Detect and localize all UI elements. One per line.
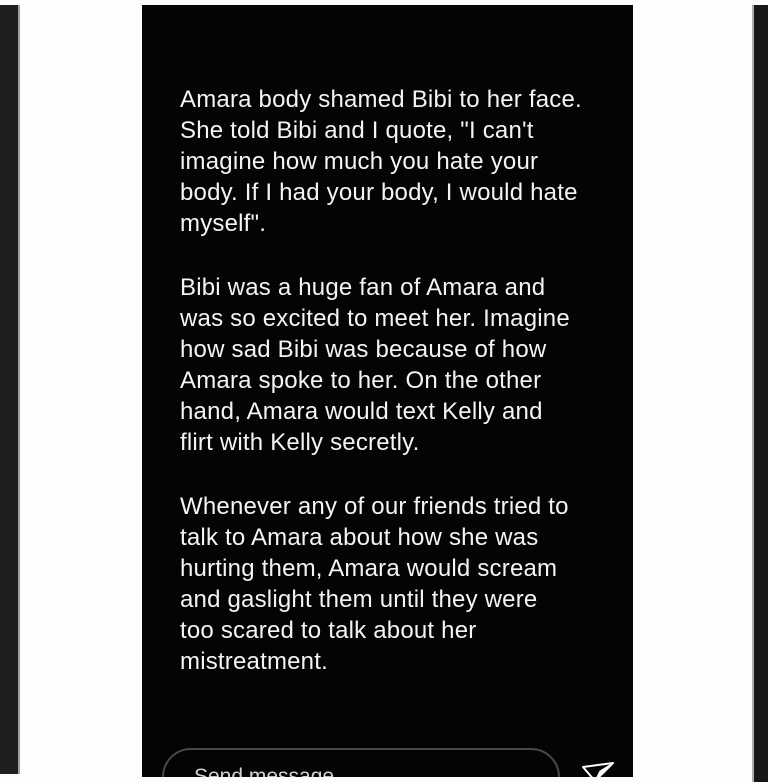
story-text-block bbox=[180, 84, 605, 677]
story-text-line: talk to Amara about how she was bbox=[180, 524, 539, 551]
story-text-line: Whenever any of our friends tried to bbox=[180, 493, 569, 520]
right-edge-bar bbox=[752, 5, 768, 782]
story-text-line: Bibi was a huge fan of Amara and bbox=[180, 274, 546, 301]
story-text-line: myself". bbox=[180, 210, 267, 237]
paper-plane-icon bbox=[581, 761, 615, 777]
story-paragraph bbox=[180, 272, 605, 458]
story-text-line: too scared to talk about her bbox=[180, 617, 477, 644]
left-edge-bar bbox=[0, 5, 20, 774]
story-text-line: hand, Amara would text Kelly and bbox=[180, 398, 543, 425]
reply-message-input[interactable] bbox=[162, 748, 560, 777]
story-text-line: and gaslight them until they were bbox=[180, 586, 538, 613]
story-text-line: imagine how much you hate your bbox=[180, 148, 539, 175]
story-text-line: mistreatment. bbox=[180, 648, 328, 675]
story-text-line: Amara body shamed Bibi to her face. bbox=[180, 86, 582, 113]
story-text-line: how sad Bibi was because of how bbox=[180, 336, 547, 363]
story-panel bbox=[142, 5, 633, 777]
story-text-line: hurting them, Amara would scream bbox=[180, 555, 558, 582]
story-paragraph bbox=[180, 84, 605, 239]
story-text-line: Amara spoke to her. On the other bbox=[180, 367, 542, 394]
story-text-line: flirt with Kelly secretly. bbox=[180, 429, 420, 456]
send-button[interactable] bbox=[581, 761, 615, 777]
story-text-line: body. If I had your body, I would hate bbox=[180, 179, 578, 206]
story-text-line: She told Bibi and I quote, "I can't bbox=[180, 117, 534, 144]
story-text-line: was so excited to meet her. Imagine bbox=[180, 305, 570, 332]
story-paragraph bbox=[180, 491, 605, 677]
